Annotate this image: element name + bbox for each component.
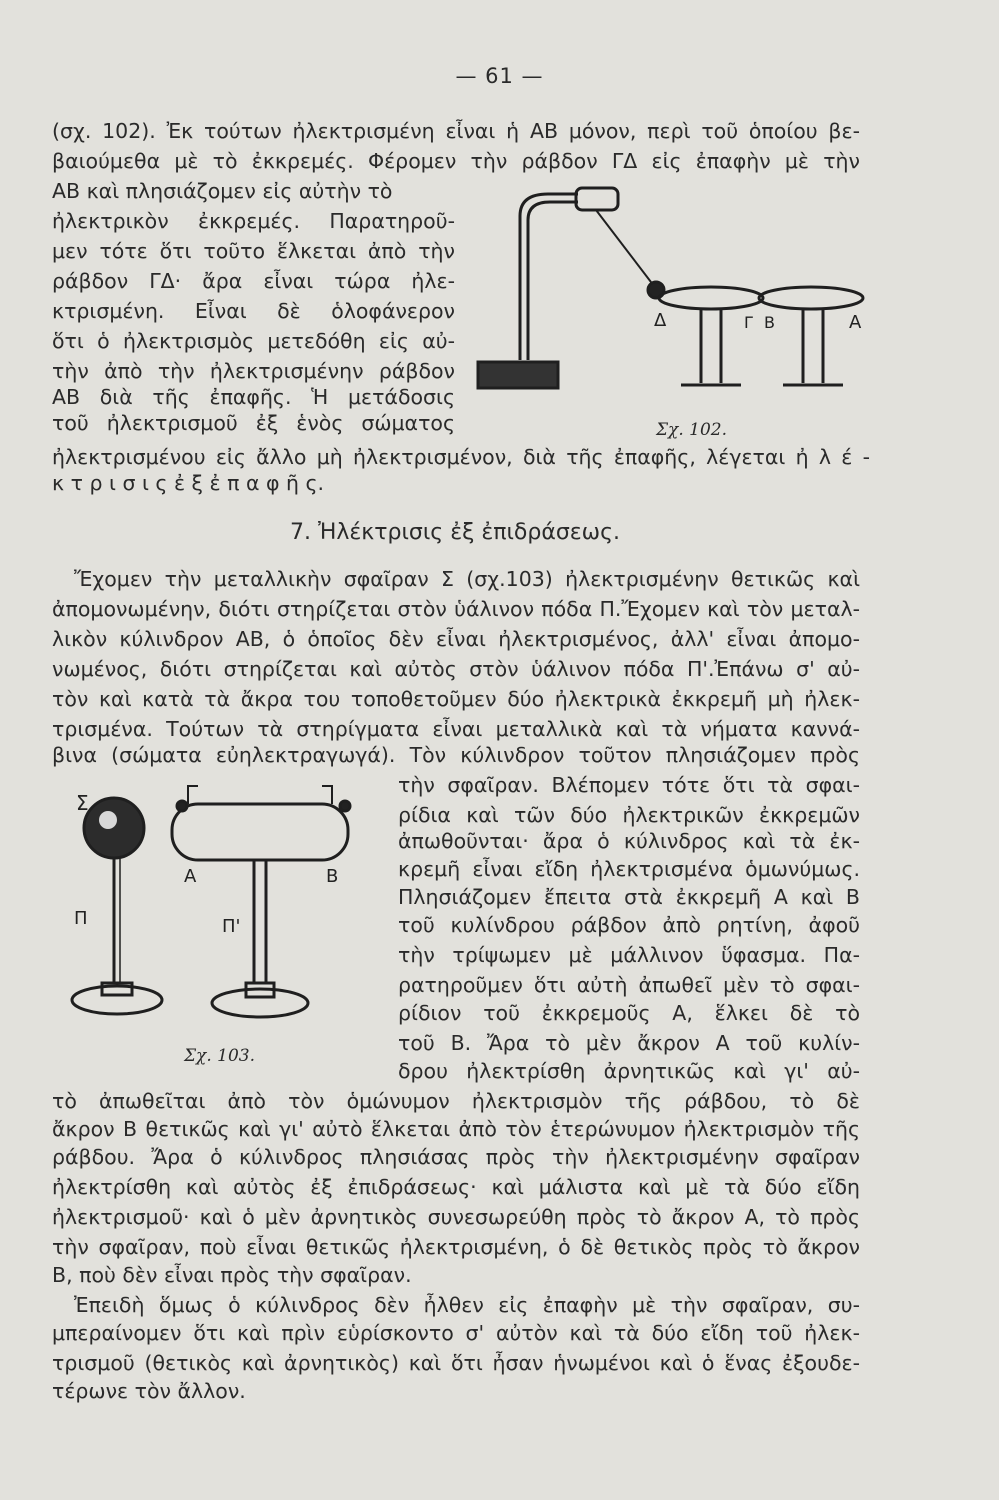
pendulum-support-a	[188, 786, 198, 804]
text-line: μπεραίνομεν ὅτι καὶ πρὶν εὑρίσκοντο σ' αὐτὸν καὶ τὰ δύο εἴδη τοῦ ἠλεκ-	[52, 1321, 860, 1345]
text-line: ράβδου. Ἄρα ὁ κύλινδρος πλησιάσας πρὸς τὴν ἠλεκτρισμένην σφαῖραν	[52, 1145, 860, 1169]
text-line: Ἐπειδὴ ὅμως ὁ κύλινδρος δὲν ἦλθεν εἰς ἐπαφὴν μὲ τὴν σφαῖραν, συ-	[74, 1293, 860, 1317]
label-beta: Β	[326, 866, 339, 887]
section-heading: 7. Ἠλέκτρισις ἐξ ἐπιδράσεως.	[289, 520, 621, 545]
text-line: κτρισμένη. Εἶναι δὲ ὁλοφάνερον	[52, 299, 455, 323]
text-line: Ἔχομεν τὴν μεταλλικὴν σφαῖραν Σ (σχ.103) ἠλεκτρισμένην θετικῶς καὶ	[74, 567, 860, 591]
text-line: μεν τότε ὅτι τοῦτο ἕλκεται ἀπὸ τὴν	[52, 239, 455, 263]
label-pi: Π	[74, 908, 88, 929]
label-alpha: Α	[184, 866, 197, 887]
text-line: λικὸν κύλινδρον ΑΒ, ὁ ὁποῖος δὲν εἶναι ἠλεκτρισμένος, ἀλλ' εἶναι ἀπομο-	[52, 627, 860, 651]
caption-fig-102: Σχ. 102.	[656, 420, 727, 440]
label-beta: Β	[764, 313, 775, 332]
pendulum-thread	[596, 210, 654, 286]
base-right	[212, 989, 308, 1017]
pendulum-ball-b	[340, 801, 350, 811]
pendulum-ball-a	[177, 801, 187, 811]
text-line: τρισμοῦ (θετικὸς καὶ ἀρνητικὸς) καὶ ὅτι ἦσαν ἡνωμένοι καὶ ὁ ἕνας ἐξουδε-	[52, 1351, 860, 1375]
label-pi-prime: Π'	[222, 916, 241, 937]
text-line: τὴν σφαῖραν, ποὺ εἶναι θετικῶς ἠλεκτρισμένη, ὁ δὲ θετικὸς πρὸς τὸ ἄκρον	[52, 1235, 860, 1259]
text-line: βαιούμεθα μὲ τὸ ἐκκρεμές. Φέρομεν τὴν ράβδον ΓΔ εἰς ἐπαφὴν μὲ τὴν	[52, 149, 860, 173]
conductor-right	[759, 287, 863, 309]
rod-cylinder	[576, 188, 618, 210]
label-delta-left: Δ	[654, 310, 667, 331]
text-line: κ τ ρ ι σ ι ς ἐ ξ ἐ π α φ ῆ ς.	[52, 471, 325, 495]
text-line: Β, ποὺ δὲν εἶναι πρὸς τὴν σφαῖραν.	[52, 1263, 412, 1287]
text-line: ἄκρον Β θετικῶς καὶ γι' αὐτὸ ἕλκεται ἀπὸ τὸν ἑτερώνυμον ἠλεκτρισμὸν τῆς	[52, 1117, 860, 1141]
text-line: ρατηροῦμεν ὅτι αὐτὴ ἀπωθεῖ μὲν τὸ σφαι-	[398, 973, 860, 997]
sphere-highlight	[99, 811, 117, 829]
text-line: ράβδον ΓΔ· ἄρα εἶναι τώρα ἠλε-	[52, 269, 455, 293]
stand-base	[478, 362, 558, 388]
text-line: τοῦ Β. Ἄρα τὸ μὲν ἄκρον Α τοῦ κυλίν-	[398, 1031, 860, 1055]
text-line: Πλησιάζομεν ἔπειτα στὰ ἐκκρεμῆ Α καὶ Β	[398, 885, 860, 909]
page-number: — 61 —	[455, 64, 544, 88]
text-line: τρισμένα. Τούτων τὰ στηρίγματα εἶναι μεταλλικὰ καὶ τὰ νήματα καννά-	[52, 717, 860, 741]
text-line: τὸν καὶ κατὰ τὰ ἄκρα του τοποθετοῦμεν δύο ἠλεκτρικὰ ἐκκρεμῆ μὴ ἠλεκ-	[52, 687, 860, 711]
conductor-left	[659, 287, 763, 309]
text-line: δρου ἠλεκτρίσθη ἀρνητικῶς καὶ γι' αὐ-	[398, 1059, 860, 1083]
base-left	[72, 986, 162, 1014]
text-line: νωμένος, διότι στηρίζεται καὶ αὐτὸς στὸν ὑάλινον πόδα Π'.Ἐπάνω σ' αὐ-	[52, 657, 860, 681]
text-line: κρεμῆ εἶναι εἴδη ἠλεκτρισμένα ὁμωνύμως.	[398, 857, 860, 881]
caption-fig-103: Σχ. 103.	[184, 1046, 255, 1066]
text-line: ἠλεκτρίσθη καὶ αὐτὸς ἐξ ἐπιδράσεως· καὶ μάλιστα καὶ μὲ τὰ δύο εἴδη	[52, 1175, 860, 1199]
text-line: τὴν ἀπὸ τὴν ἠλεκτρισμένην ράβδον	[52, 359, 455, 383]
text-line: ἠλεκτρισμένου εἰς ἄλλο μὴ ἠλεκτρισμένον, διὰ τῆς ἐπαφῆς, λέγεται ἠ λ έ -	[52, 445, 870, 469]
text-line: ἀπωθοῦνται· ἄρα ὁ κύλινδρος καὶ τὰ ἐκ-	[398, 829, 860, 853]
text-line: τὸ ἀπωθεῖται ἀπὸ τὸν ὁμώνυμον ἠλεκτρισμὸν τῆς ράβδου, τὸ δὲ	[52, 1089, 860, 1113]
label-gamma: Γ	[744, 313, 753, 332]
text-line: τὴν τρίψωμεν μὲ μάλλινον ὕφασμα. Πα-	[398, 943, 860, 967]
text-line: (σχ. 102). Ἐκ τούτων ἠλεκτρισμένη εἶναι ἡ ΑΒ μόνον, περὶ τοῦ ὁποίου βε-	[52, 119, 860, 143]
text-line: ρίδιον τοῦ ἐκκρεμοῦς Α, ἕλκει δὲ τὸ	[398, 1001, 860, 1025]
metal-sphere	[84, 798, 144, 858]
text-line: βινα (σώματα εὐηλεκτραγωγά). Τὸν κύλινδρον τοῦτον πλησιάζομεν πρὸς	[52, 743, 860, 767]
text-line: ΑΒ διὰ τῆς ἐπαφῆς. Ἡ μετάδοσις	[52, 385, 455, 409]
pendulum-support-b	[322, 786, 332, 804]
text-line: ΑΒ καὶ πλησιάζομεν εἰς αὐτὴν τὸ	[52, 179, 393, 203]
label-sigma: Σ	[76, 791, 89, 815]
text-line: τὴν σφαῖραν. Βλέπομεν τότε ὅτι τὰ σφαι-	[398, 773, 860, 797]
metal-cylinder	[172, 804, 348, 860]
figure-103	[62, 778, 392, 1040]
text-line: τοῦ κυλίνδρου ράβδον ἀπὸ ρητίνη, ἀφοῦ	[398, 913, 860, 937]
text-line: ὅτι ὁ ἠλεκτρισμὸς μετεδόθη εἰς αὐ-	[52, 329, 455, 353]
text-line: ἠλεκτρικὸν ἐκκρεμές. Παρατηροῦ-	[52, 209, 455, 233]
text-line: ἠλεκτρισμοῦ· καὶ ὁ μὲν ἀρνητικὸς συνεσωρεύθη πρὸς τὸ ἄκρον Α, τὸ πρὸς	[52, 1205, 860, 1229]
rod-stand-pole-inner	[528, 202, 578, 360]
figure-102	[466, 178, 876, 418]
text-line: τέρωνε τὸν ἄλλον.	[52, 1379, 246, 1403]
text-line: ἀπομονωμένην, διότι στηρίζεται στὸν ὑάλινον πόδα Π.Ἔχομεν καὶ τὸν μεταλ-	[52, 597, 860, 621]
text-line: ρίδια καὶ τῶν δύο ἠλεκτρικῶν ἐκκρεμῶν	[398, 803, 860, 827]
text-line: τοῦ ἠλεκτρισμοῦ ἐξ ἑνὸς σώματος	[52, 411, 455, 435]
label-alpha-right: Α	[849, 312, 862, 333]
